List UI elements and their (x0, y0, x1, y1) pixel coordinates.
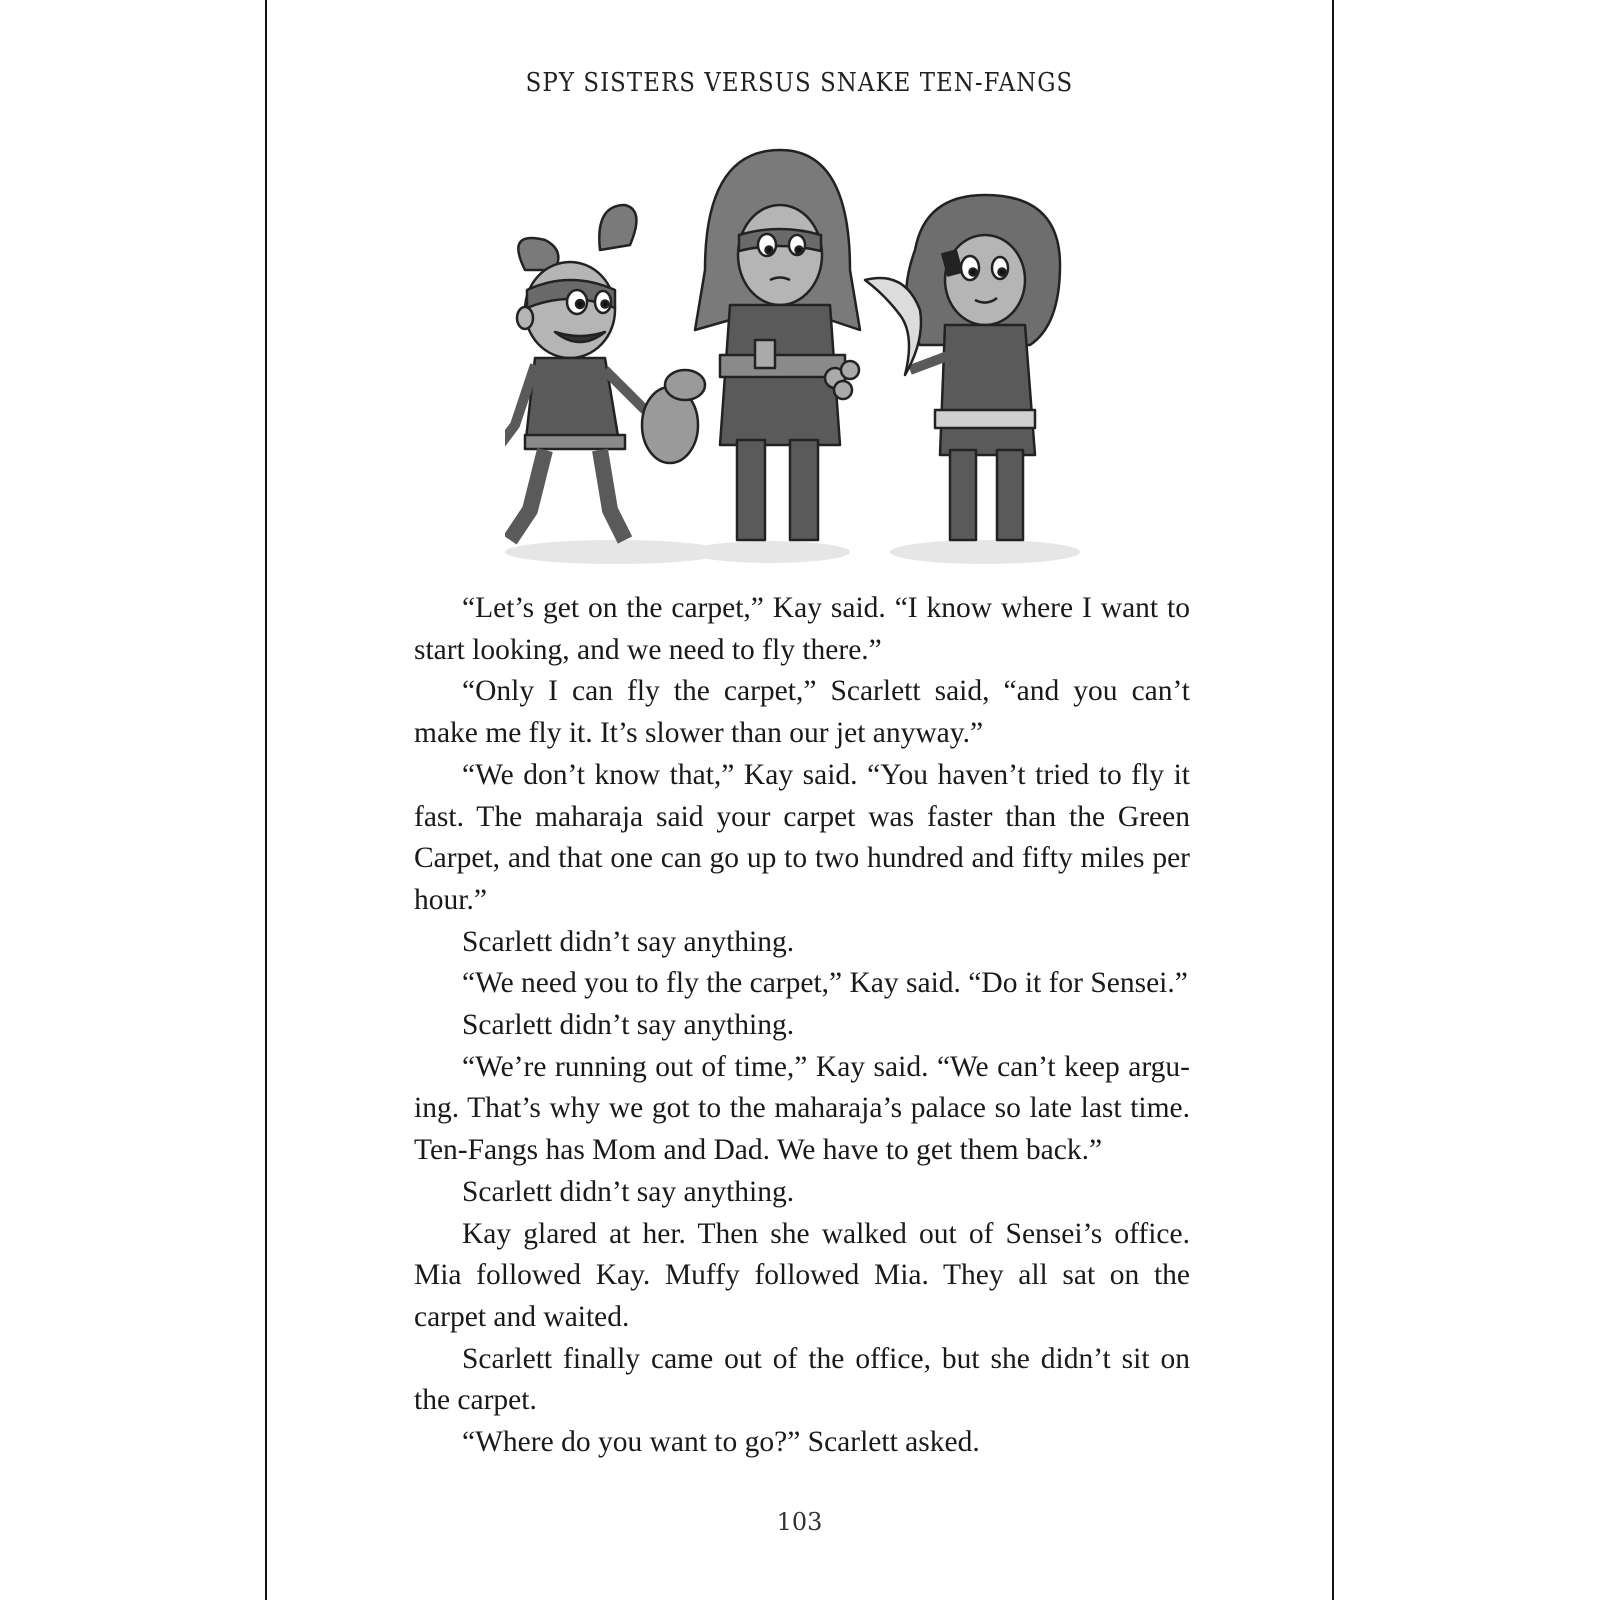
page-edge-left (265, 0, 267, 1600)
paragraph: Scarlett finally came out of the office, but she didn’t sit on the carpet. (414, 1342, 1190, 1417)
paragraph: Scarlett didn’t say anything. (462, 1175, 795, 1208)
paragraph: “We need you to fly the carpet,” Kay said. “Do it for Sensei.” (462, 967, 1188, 1000)
paragraph: Kay glared at her. Then she walked out of Sensei’s office. Mia followed Kay. Muffy followed Mia. They all sat on the carpet and waited. (414, 1217, 1190, 1333)
paragraph: Scarlett didn’t say anything. (462, 925, 795, 958)
body-text (414, 588, 1190, 1464)
paragraph: “Let’s get on the carpet,” Kay said. “I know where I want to start looking, and we need to fly there.” (414, 592, 1190, 666)
paragraph: Scarlett didn’t say anything. (462, 1009, 795, 1042)
girl-right (865, 195, 1060, 540)
page-number: 103 (776, 1508, 823, 1536)
girl-center (695, 150, 860, 540)
girl-left (505, 205, 705, 540)
paragraph: “We’re running out of time,” Kay said. “We can’t keep arguing. That’s why we got to the maharaja’s palace so late last time. Ten-Fangs has Mom and Dad. We have to get them back.” (414, 1050, 1190, 1167)
illustration-three-girls (505, 140, 1085, 570)
paragraph: “We don’t know that,” Kay said. “You haven’t tried to fly it fast. The maharaja said your carpet was faster than the Green Carpet, and that one can go up to two hundred and fifty miles per hour.” (414, 758, 1190, 916)
paragraph: “Only I can fly the carpet,” Scarlett said, “and you can’t make me fly it. It’s slower than our jet anyway.” (414, 675, 1190, 750)
page-edge-right (1332, 0, 1334, 1600)
paragraph: “Where do you want to go?” Scarlett asked. (462, 1426, 980, 1459)
running-head: SPY SISTERS VERSUS SNAKE TEN-FANGS (525, 68, 1074, 98)
